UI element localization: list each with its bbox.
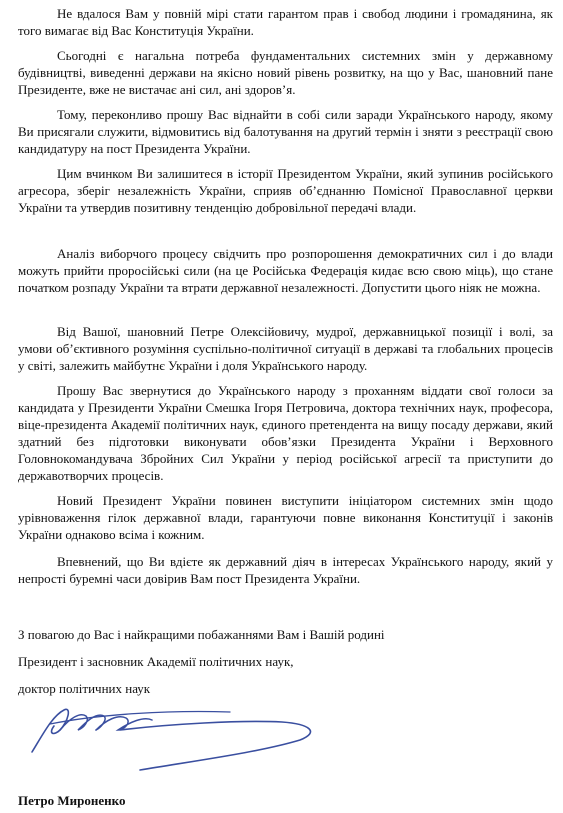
paragraph-6-text: Від Вашої, шановний Петре Олексійовичу, мудрої, державницької позиції і волі, за умови об’єктивного розуміння суспільно-політичної ситуації в державі та глобальних процесів у світі, залежить майбутнє України і доля Українського народу. [18,324,553,373]
closing-line: З повагою до Вас і найкращими побажаннями Вам і Вашій родині [18,627,385,642]
paragraph-9 [18,553,553,587]
paragraph-8-text: Новий Президент України повинен виступити ініціатором системних змін щодо урівноваження гілок державної влади, гарантуючи повне виконання Конституції і законів України однаково всіма і кожним. [18,493,553,542]
paragraph-9-text: Впевнений, що Ви вдієте як державний діяч в інтересах Українського народу, який у непрості буремні часи довірив Вам пост Президента України. [18,554,553,586]
paragraph-3 [18,106,553,157]
paragraph-4 [18,165,553,216]
signer-position: Президент і засновник Академії політичних наук, [18,654,294,669]
paragraph-5 [18,245,553,296]
paragraph-6 [18,323,553,374]
paragraph-1-text: Не вдалося Вам у повній мірі стати гарантом прав і свобод людини і громадянина, як того вимагає від Вас Конституція України. [18,6,553,38]
paragraph-7-text: Прошу Вас звернутися до Українського народу з проханням віддати свої голоси за кандидата у Президенти України Смешка Ігоря Петровича, доктора технічних наук, професора, віце-президента Академії політичних наук, єдиного претендента на вищу посаду держави, який здатний без підготовки виконувати обов’язки Президента України і Верховного Головнокомандувача Збройних Сил України у період російської агресії та приступити до державотворчих процесів. [18,383,553,483]
paragraph-1 [18,5,553,39]
paragraph-3-text: Тому, переконливо прошу Вас віднайти в собі сили заради Українського народу, якому Ви присягали служити, відмовитись від балотування на другий термін і зняти з реєстрації свою кандидатуру на пост Президента України. [18,107,553,156]
paragraph-5-text: Аналіз виборчого процесу свідчить про розпорошення демократичних сил і до влади можуть прийти проросійські сили (на це Російська Федерація кидає всю свою міць), що стане початком розпаду України та втрати державної незалежності. Допустити цього ніяк не можна. [18,246,553,295]
signer-name: Петро Мироненко [18,793,126,808]
paragraph-8 [18,492,553,543]
signer-degree: доктор політичних наук [18,681,151,696]
paragraph-2 [18,47,553,98]
paragraph-4-text: Цим вчинком Ви залишитеся в історії Президентом України, який зупинив російського агресора, зберіг незалежність України, сприяв об’єднанню Помісної Православної церкви України та утвердив позитивну тенденцію добровільної передачі влади. [18,166,553,215]
paragraph-7 [18,382,553,484]
paragraph-2-text: Сьогодні є нагальна потреба фундаментальних системних змін у державному будівництві, виведенні держави на якісно новий рівень розвитку, на що у Вас, шановний пане Президенте, вже не вистачає ані сил, ані здоров’я. [18,48,553,97]
handwritten-signature [20,700,350,780]
